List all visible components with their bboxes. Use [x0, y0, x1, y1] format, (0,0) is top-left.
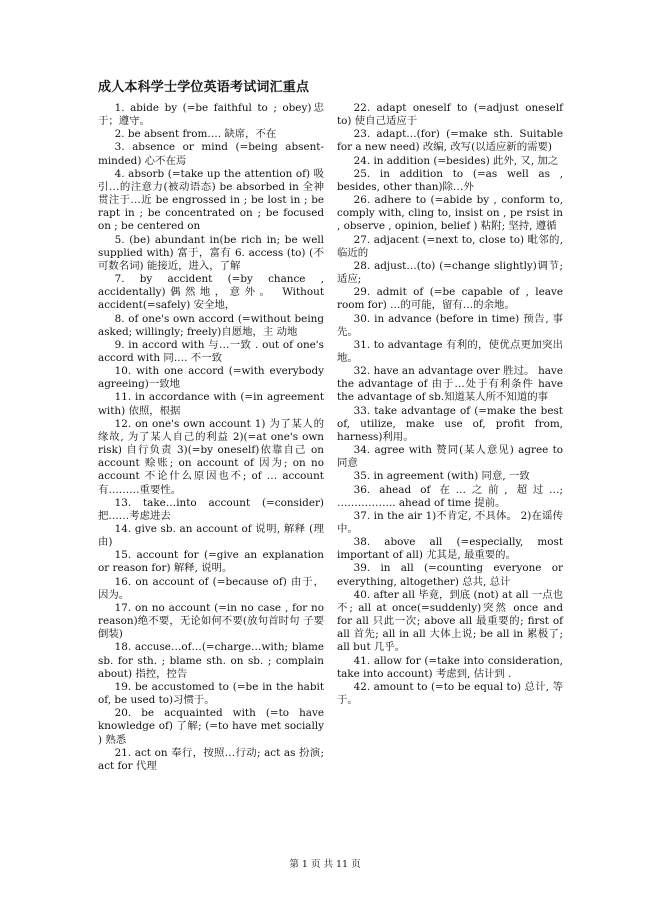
vocab-entry: 38. above all (=especially, most important of all) 尤其是, 最重要的。 — [337, 536, 563, 562]
page-footer: 第 1 页 共 11 页 — [289, 859, 361, 870]
vocab-entry: 16. on account of (=because of) 由于，因为。 — [98, 575, 324, 601]
vocab-entry: 41. allow for (=take into consideration, take into account) 考虑到, 估计到 . — [337, 654, 563, 680]
vocab-entry: 32. have an advantage over 胜过。 have the advantage of 由于…处于有利条件 have the advantage of sb.知道某人所不知道的事 — [337, 365, 563, 404]
vocab-entry: 8. of one's own accord (=without being asked; willingly; freely)自愿地，主 动地 — [98, 312, 324, 338]
vocab-entry: 18. accuse…of…(=charge…with; blame sb. for sth. ; blame sth. on sb. ; complain about) 指控，控告 — [98, 641, 324, 680]
vocab-entry: 34. agree with 赞同(某人意见) agree to 同意 — [337, 444, 563, 470]
vocab-entry: 13. take…into account (=consider) 把……考虑进去 — [98, 496, 324, 522]
vocab-entry: 5. (be) abundant in(be rich in; be well supplied with) 富于，富有 6. access (to) (不可数名词) 能接近，进入，了解 — [98, 233, 324, 272]
vocab-entry: 24. in addition (=besides) 此外, 又, 加之 — [353, 154, 559, 167]
vocab-entry: 39. in all (=counting everyone or everything, altogether) 总共, 总计 — [337, 562, 563, 588]
vocab-entry: 14. give sb. an account of 说明, 解释 (理由) — [98, 523, 324, 549]
vocab-entry: 20. be acquainted with (=to have knowledge of) 了解; (=to have met socially ) 熟悉 — [98, 707, 324, 746]
vocab-entry: 11. in accordance with (=in agreement with) 依照，根据 — [98, 391, 324, 417]
vocab-entry: 12. on one's own account 1) 为了某人的缘故, 为了某人自己的利益 2)(=at one's own risk) 自行负责 3)(=by oneself)依靠自己 on account 赊账; on account of 因为; on no account 不论什么原因也不; of … account 有………重要性。 — [98, 417, 324, 496]
vocab-entry: 17. on no account (=in no case , for no reason)绝不要，无论如何不要(放句首时句 子要倒装) — [98, 601, 324, 641]
vocab-entry: 21. act on 奉行，按照…行动; act as 扮演; act for 代理 — [98, 746, 324, 772]
vocab-entry: 4. absorb (=take up the attention of) 吸引…的注意力(被动语态) be absorbed in 全神贯注于…近 be engrossed in ; be lost in ; be rapt in ; be concentrated on ; be focused on ; be centered on — [98, 167, 324, 233]
vocab-entry: 3. absence or mind (=being absent-minded) 心不在焉 — [98, 141, 324, 167]
vocab-entry: 27. adjacent (=next to, close to) 毗邻的, 临近的 — [337, 233, 563, 259]
vocab-entry: 23. adapt…(for) (=make sth. Suitable for a new need) 改编, 改写(以适应新的需要) — [337, 128, 563, 154]
vocab-entry: 1. abide by (=be faithful to ; obey)忠于；遵守。 — [98, 102, 324, 128]
vocab-entry: 2. be absent from…. 缺席，不在 — [114, 128, 277, 141]
vocab-entry: 30. in advance (before in time) 预告, 事先。 — [337, 312, 563, 338]
vocab-entry: 28. adjust…(to) (=change slightly)调节; 适应; — [337, 259, 563, 286]
left-column — [98, 102, 324, 773]
vocab-entry: 42. amount to (=to be equal to) 总计, 等于。 — [337, 680, 563, 707]
vocab-entry: 7. by accident (=by chance , accidentally)偶然地，意外。 Without accident(=safely) 安全地， — [98, 273, 324, 312]
vocab-entry: 40. after all 毕竟，到底 (not) at all 一点也不; all at once(=suddenly)突然 once and for all 只此一次; above all 最重要的; first of all 首先; all in all 大体上说; be all in 累极了; all but 几乎。 — [337, 588, 564, 654]
document-title: 成人本科学士学位英语考试词汇重点 — [98, 80, 310, 95]
vocab-entry: 26. adhere to (=abide by , conform to, comply with, cling to, insist on , pe rsist in , observe , opinion, belief ) 粘附; 坚持, 遵循 — [337, 194, 563, 233]
vocab-entry: 10. with one accord (=with everybody agreeing)一致地 — [98, 365, 324, 391]
vocab-entry: 9. in accord with 与…一致 . out of one's accord with 同…. 不一致 — [98, 338, 324, 364]
vocab-entry: 22. adapt oneself to (=adjust oneself to) 使自己适应于 — [337, 102, 563, 128]
right-column — [337, 102, 563, 707]
vocab-entry: 36. ahead of 在…之前, 超过…; …………….. ahead of time 提前。 — [337, 483, 563, 509]
vocab-entry: 29. admit of (=be capable of , leave room for) …的可能，留有…的余地。 — [337, 286, 563, 312]
vocab-entry: 15. account for (=give an explanation or reason for) 解释, 说明。 — [98, 549, 324, 575]
vocab-entry: 31. to advantage 有利的，使优点更加突出地。 — [337, 338, 563, 364]
vocab-entry: 19. be accustomed to (=be in the habit of, be used to)习惯于。 — [98, 680, 324, 707]
vocab-entry: 25. in addition to (=as well as , besides, other than)除…外 — [337, 167, 563, 193]
vocab-entry: 37. in the air 1)不肯定, 不具体。 2)在谣传中。 — [337, 509, 563, 535]
vocab-entry: 33. take advantage of (=make the best of, utilize, make use of, profit from, harness)利用。 — [337, 404, 563, 443]
vocab-entry: 35. in agreement (with) 同意, 一致 — [353, 470, 530, 483]
